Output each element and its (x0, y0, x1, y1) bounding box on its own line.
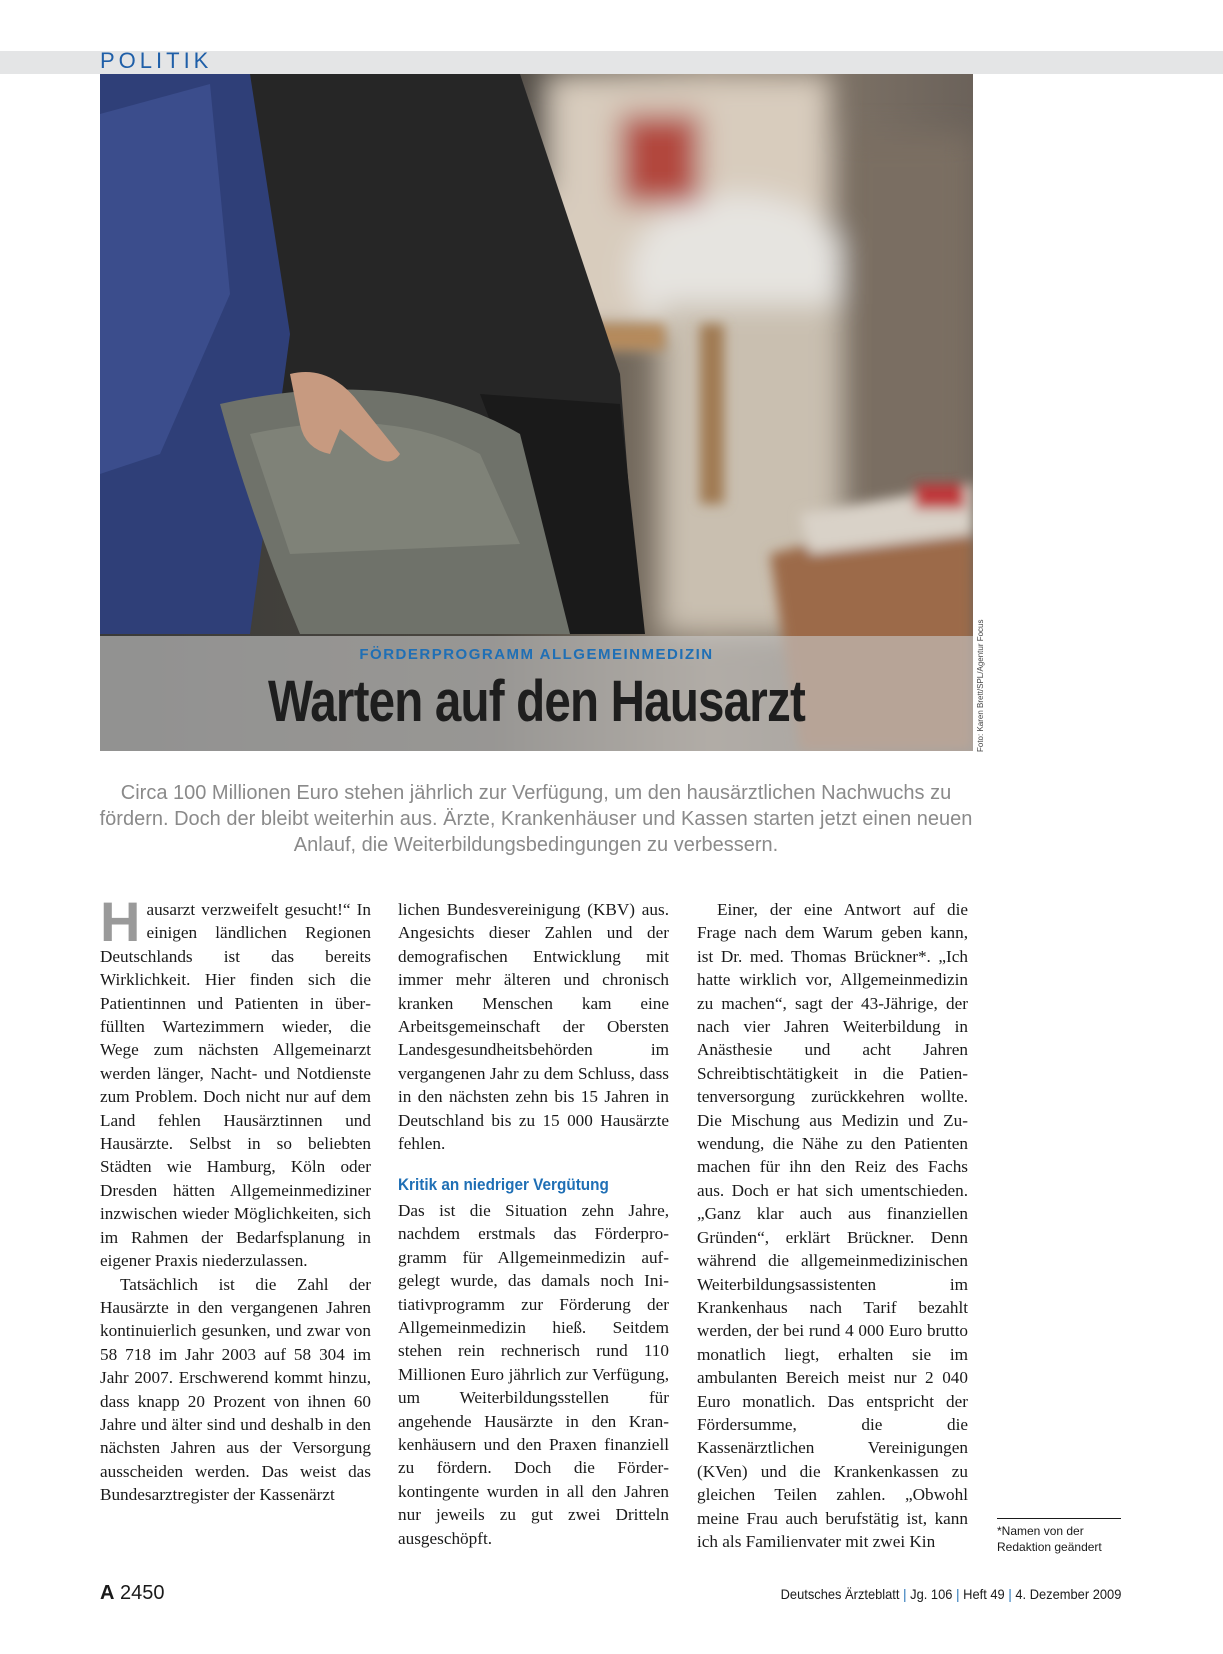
paragraph: Das ist die Situation zehn Jahre, nachdem erstmals das Förderprogramm für Allgemeinmedizin aufgelegt wurde, das damals noch Initiativprogramm zur Förderung der Allgemeinmedizin hieß. Seitdem stehen rein rechnerisch rund 110 Millionen Euro jährlich zur Verfügung, um Weiterbildungsstellen für angehende Hausärzte in den Krankenhäusern und den Praxen finanziell zu fördern. Doch die Förderkontingente wurden in all den Jahren nur jeweils zu gut zwei Dritteln ausgeschöpft. (398, 1200, 669, 1548)
article-column-3 (697, 898, 968, 1553)
article-column-2 (398, 898, 669, 1550)
paragraph: Tatsächlich ist die Zahl der Hausärzte in den vergangenen Jahren kontinuierlich gesunken, und zwar von 58 718 im Jahr 2003 auf 58 304 im Jahr 2007. Erschwerend kommt hinzu, dass knapp 20 Prozent von ihnen 60 Jahre und älter sind und deshalb in den nächsten Jahren aus der Versorgung ausscheiden werden. Das weist das Bundesarztregister der Kassenärzt (100, 1274, 371, 1505)
separator: | (902, 1586, 907, 1602)
section-label: POLITIK (100, 48, 213, 73)
journal-date: 4. Dezember 2009 (1015, 1586, 1121, 1602)
paragraph (100, 890, 371, 1273)
article-column-1 (100, 890, 371, 1507)
page-prefix: A (100, 1582, 115, 1604)
paragraph: Einer, der eine Antwort auf die Frage nach dem Warum geben kann, ist Dr. med. Thomas Brückner*. „Ich hatte wirklich vor, Allgemeinmedizin zu machen“, sagt der 43-Jährige, der nach vier Jahren Weiterbildung in Anästhesie und acht Jahren Schreibtischtätigkeit in die Patientenversorgung zurückkehren wollte. Die Mischung aus Medizin und Zuwendung, die Nähe zu den Patienten machen für ihn den Reiz des Fachs aus. Doch er hat sich umentschieden. „Ganz klar auch aus finanziellen Gründen“, erklärt Brückner. Denn während die allgemeinmedizinischen Weiterbildungsassistenten im Krankenhaus nach Tarif bezahlt werden, der bei rund 4 000 Euro brutto monatlich liegt, erhalten sie im ambulanten Bereich meist nur 2 040 Euro monatlich. Das entspricht der Fördersumme, die die Kassenärztlichen Vereinigungen (KVen) und die Krankenkassen zu gleichen Teilen zahlen. „Obwohl meine Frau auch berufstätig ist, kann ich als Familienvater mit zwei Kin (697, 900, 968, 1551)
separator: | (1007, 1586, 1012, 1602)
journal-issue: Heft 49 (962, 1586, 1005, 1602)
paragraph-text: ausarzt verzweifelt gesucht!“ In einigen ländlichen Regionen Deutschlands ist das bereits Wirklichkeit. Hier finden sich die Patientinnen und Patienten in überfüllten Wartezimmern wieder, die Wege zum nächsten Allgemeinarzt werden länger, Nacht- und Notdienste zum Problem. Doch nicht nur auf dem Land fehlen Hausärztinnen und Hausärzte. Selbst in so beliebten Städten wie Hamburg, Köln oder Dresden hätten Allgemeinmediziner inzwischen wieder Möglichkeiten, sich im Rahmen der Bedarfsplanung in eigener Praxis niederzulassen. (100, 900, 371, 1271)
article-title: Warten auf den Hausarzt (268, 669, 805, 734)
page-number (100, 1582, 165, 1605)
hero-photo (100, 74, 973, 751)
photo-credit-container: Foto: Karen Brett/SPL/Agentur Focus (976, 619, 985, 752)
journal-name: Deutsches Ärzteblatt (780, 1586, 900, 1602)
page-number-value: 2450 (120, 1582, 165, 1604)
separator: | (955, 1586, 960, 1602)
footnote: *Namen von der Redaktion geändert (997, 1518, 1121, 1555)
article-lead: Circa 100 Millionen Euro stehen jährlich zur Verfügung, um den hausärztlichen Nachwuchs zu fördern. Doch der bleibt weiterhin aus. Ärzte, Krankenhäuser und Kassen starten jetzt einen neuen Anlauf, die Weiterbildungsbedingungen zu verbessern. (99, 782, 973, 856)
article-kicker: FÖRDERPROGRAMM ALLGEMEINMEDIZIN (359, 646, 714, 663)
journal-info (780, 1586, 1121, 1602)
paragraph: lichen Bundesvereinigung (KBV) aus. Angesichts dieser Zahlen und der demografischen Entwicklung mit immer mehr älteren und chronisch kranken Menschen kam eine Arbeitsgemeinschaft der Obersten Landesgesundheitsbehörden im vergangenen Jahr zu dem Schluss, dass in den nächsten zehn bis 15 Jahren in Deutschland bis zu 15 000 Hausärzte fehlen. (398, 900, 669, 1154)
dropcap: H (100, 890, 141, 953)
journal-volume: Jg. 106 (909, 1586, 953, 1602)
subheading: Kritik an niedriger Vergütung (398, 1175, 609, 1195)
